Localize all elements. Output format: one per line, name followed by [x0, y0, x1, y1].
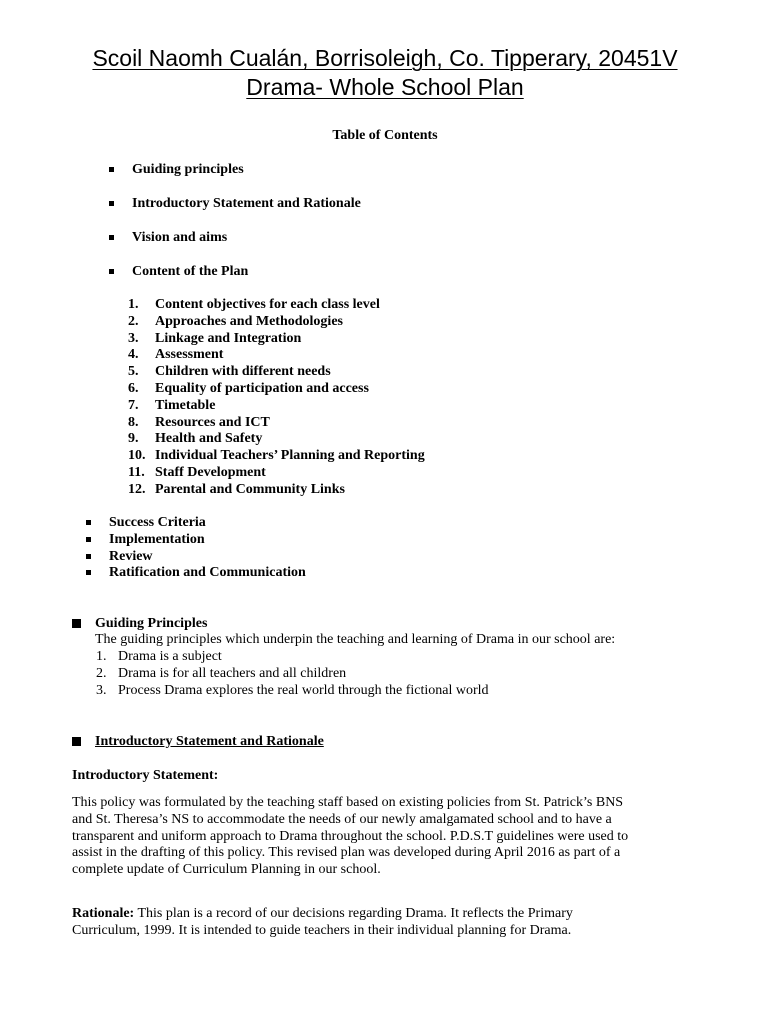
introductory-statement-paragraph: [72, 795, 697, 879]
list-number: 11.: [128, 464, 145, 480]
list-number: 8.: [128, 414, 139, 430]
list-item-label: Staff Development: [155, 464, 266, 480]
bullet-square-icon: [72, 619, 81, 628]
list-number: 9.: [128, 431, 139, 447]
list-item-label: Drama is a subject: [118, 649, 222, 664]
list-item-label: Approaches and Methodologies: [155, 313, 343, 329]
guiding-principles-list: [96, 649, 489, 699]
paragraph-line: assist in the drafting of this policy. This revised plan was developed during April 2016 as part of a: [72, 845, 621, 861]
list-item-label: Assessment: [155, 347, 224, 363]
list-number: 5.: [128, 364, 139, 380]
list-item: [128, 363, 425, 380]
toc-item-label: Guiding principles: [132, 162, 244, 177]
list-number: 2.: [128, 313, 139, 329]
list-number: 1.: [96, 649, 107, 664]
bullet-square-icon: [109, 201, 114, 206]
paragraph-line: transparent and uniform approach to Drama throughout the school. P.D.S.T guidelines were used to: [72, 828, 629, 844]
list-item-label: Timetable: [155, 397, 216, 413]
guiding-principles-intro: The guiding principles which underpin the teaching and learning of Drama in our school are:: [95, 632, 616, 647]
paragraph-line: Curriculum, 1999. It is intended to guide teachers in their individual planning for Drama.: [72, 922, 572, 938]
plan-title: Drama- Whole School Plan: [246, 74, 524, 100]
bullet-square-icon: [86, 537, 91, 542]
rationale-text: This plan is a record of our decisions regarding Drama. It reflects the Primary: [134, 906, 573, 921]
toc-heading: Table of Contents: [332, 128, 438, 143]
section-heading-label: Guiding Principles: [95, 616, 208, 631]
paragraph-line: This policy was formulated by the teaching staff based on existing policies from St. Patrick’s BNS: [72, 795, 624, 810]
bullet-square-icon: [86, 520, 91, 525]
list-number: 7.: [128, 397, 139, 413]
list-item-label: Review: [109, 548, 153, 564]
list-item: [96, 666, 489, 683]
introductory-statement-heading: Introductory Statement:: [72, 768, 219, 783]
list-item-label: Children with different needs: [155, 364, 331, 380]
list-item-label: Parental and Community Links: [155, 481, 345, 497]
list-item: [128, 380, 425, 397]
list-item-label: Equality of participation and access: [155, 380, 369, 396]
list-item: [128, 397, 425, 414]
bullet-square-icon: [86, 570, 91, 575]
list-item: [128, 296, 425, 313]
list-number: 6.: [128, 380, 139, 396]
toc-item-label: Introductory Statement and Rationale: [132, 196, 361, 211]
list-item: [128, 414, 425, 431]
paragraph-line: complete update of Curriculum Planning in our school.: [72, 862, 381, 878]
list-number: 12.: [128, 481, 146, 497]
list-item: [128, 447, 425, 464]
list-item-label: Process Drama explores the real world through the fictional world: [118, 682, 489, 698]
paragraph-line: [72, 906, 697, 923]
toc-numbered-list: [128, 296, 425, 498]
toc-item-label: Content of the Plan: [132, 264, 249, 279]
list-item: [128, 330, 425, 347]
list-item: [128, 464, 425, 481]
list-number: 1.: [128, 297, 139, 312]
list-item: [96, 649, 489, 666]
list-item-label: Ratification and Communication: [109, 565, 306, 581]
bullet-square-icon: [109, 235, 114, 240]
toc-item-label: Vision and aims: [132, 230, 228, 245]
list-item-label: Content objectives for each class level: [155, 297, 380, 312]
list-item-label: Linkage and Integration: [155, 330, 302, 346]
list-item: [128, 346, 425, 363]
list-item-label: Implementation: [109, 531, 205, 547]
list-item-label: Drama is for all teachers and all children: [118, 665, 347, 681]
list-item-label: Success Criteria: [109, 515, 206, 530]
section-heading-label: Introductory Statement and Rationale: [95, 734, 324, 749]
bullet-square-icon: [109, 167, 114, 172]
list-item-label: Resources and ICT: [155, 414, 270, 430]
school-name-title: Scoil Naomh Cualán, Borrisoleigh, Co. Tipperary, 20451V: [92, 45, 678, 71]
list-item: [128, 313, 425, 330]
list-number: 10.: [128, 448, 146, 464]
list-number: 2.: [96, 665, 107, 681]
bullet-square-icon: [72, 737, 81, 746]
paragraph-line: and St. Theresa’s NS to accommodate the needs of our newly amalgamated school and to have a: [72, 811, 612, 827]
list-number: 4.: [128, 347, 139, 363]
list-number: 3.: [96, 682, 107, 698]
list-item-label: Individual Teachers’ Planning and Reporting: [155, 448, 425, 464]
list-item: [128, 481, 425, 498]
rationale-paragraph: [72, 906, 697, 940]
list-item: [96, 683, 489, 700]
bullet-square-icon: [86, 554, 91, 559]
bullet-square-icon: [109, 269, 114, 274]
list-item: [128, 430, 425, 447]
list-item-label: Health and Safety: [155, 431, 263, 447]
list-number: 3.: [128, 330, 139, 346]
rationale-label: Rationale:: [72, 906, 135, 921]
